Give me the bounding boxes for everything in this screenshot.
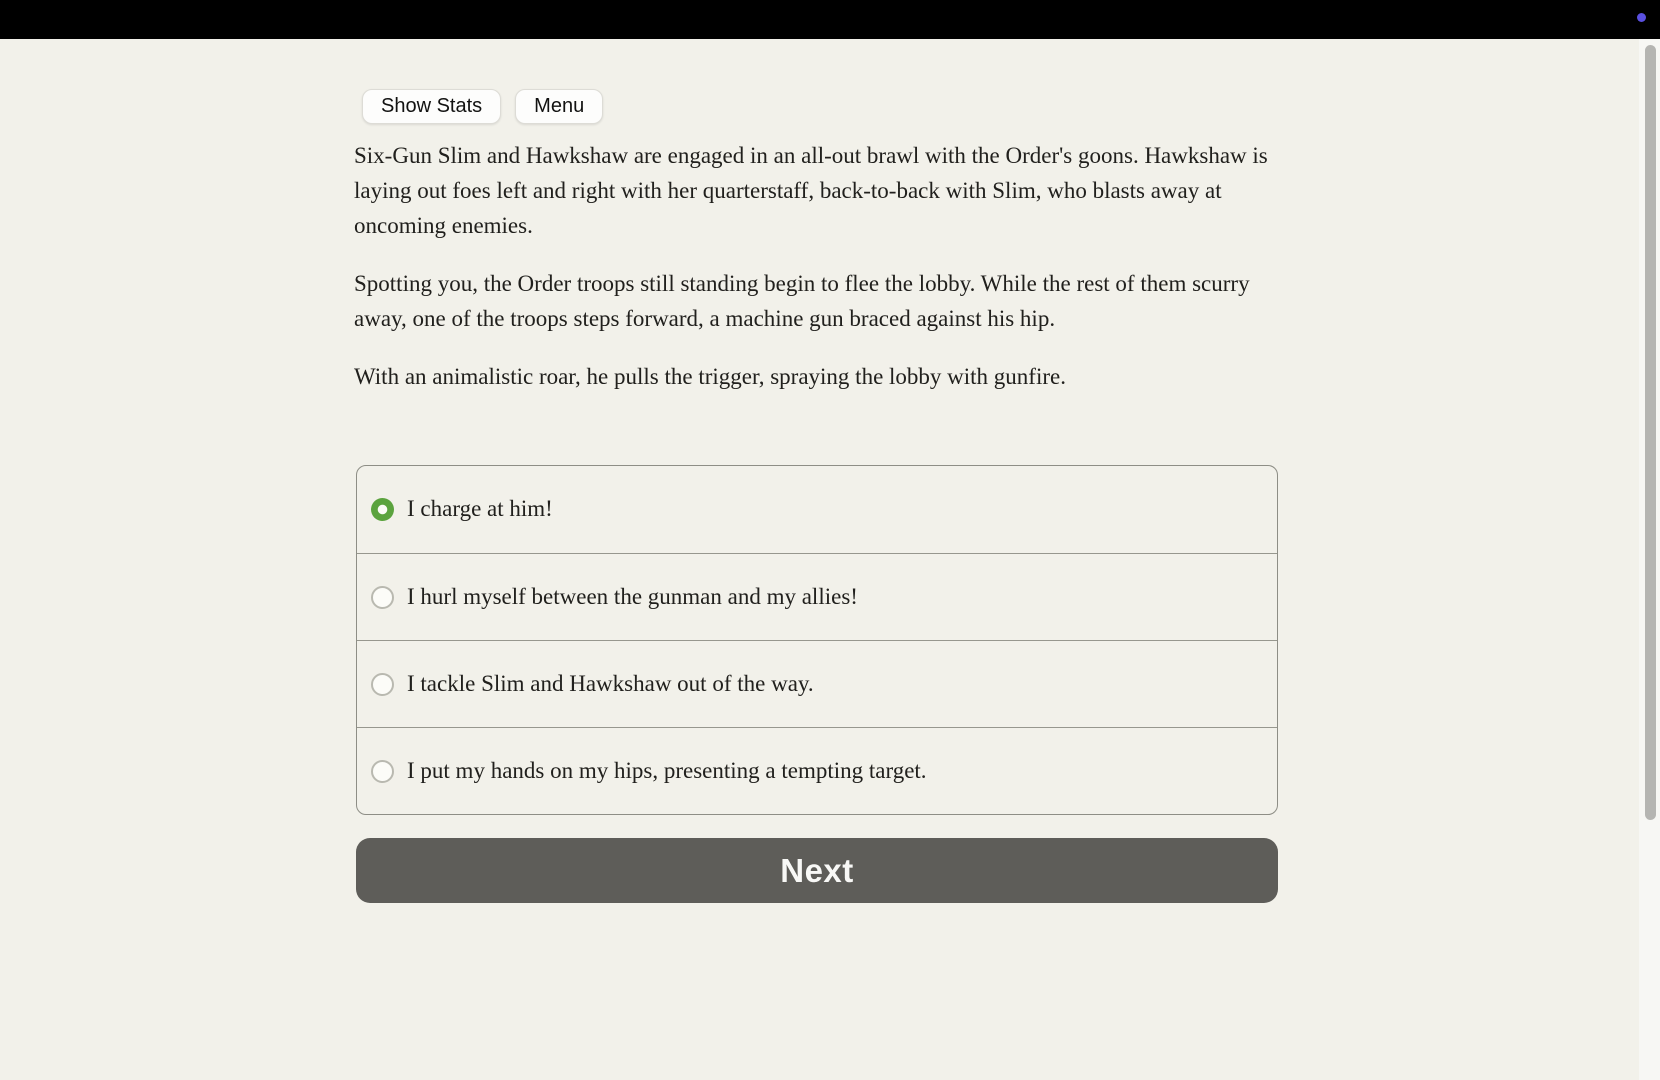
choice-group xyxy=(356,465,1278,815)
next-button-label: Next xyxy=(780,851,854,889)
radio-button-icon[interactable] xyxy=(371,498,394,521)
choice-option[interactable] xyxy=(357,466,1277,553)
story-paragraph: With an animalistic roar, he pulls the trigger, spraying the lobby with gunfire. xyxy=(354,364,1066,389)
choice-option-label: I charge at him! xyxy=(407,496,553,522)
scrollbar-thumb[interactable] xyxy=(1645,45,1656,820)
next-button[interactable] xyxy=(356,838,1278,903)
show-stats-label: Show Stats xyxy=(381,95,483,117)
radio-button-icon[interactable] xyxy=(371,760,394,783)
choice-option[interactable] xyxy=(357,553,1277,640)
choice-option-label: I put my hands on my hips, presenting a tempting target. xyxy=(407,757,927,783)
story-text xyxy=(354,138,1278,417)
story-paragraph: Spotting you, the Order troops still standing begin to flee the lobby. While the rest of them scurry away, one of the troops steps forward, a machine gun braced against his hip. xyxy=(354,271,1250,331)
menu-button[interactable] xyxy=(515,89,603,124)
menu-label: Menu xyxy=(534,95,585,117)
game-content-column xyxy=(354,0,1278,1080)
toolbar xyxy=(362,89,603,124)
choice-option-label: I hurl myself between the gunman and my allies! xyxy=(407,583,858,609)
notification-dot-icon xyxy=(1637,13,1646,22)
radio-button-icon[interactable] xyxy=(371,673,394,696)
show-stats-button[interactable] xyxy=(362,89,501,124)
radio-button-icon[interactable] xyxy=(371,586,394,609)
choice-option[interactable] xyxy=(357,640,1277,727)
choice-option-label: I tackle Slim and Hawkshaw out of the way. xyxy=(407,670,814,696)
story-paragraph: Six-Gun Slim and Hawkshaw are engaged in an all-out brawl with the Order's goons. Hawkshaw is laying out foes left and right with her quarterstaff, back-to-back with Slim, who blasts away at oncoming enemies. xyxy=(354,143,1268,238)
choice-option[interactable] xyxy=(357,727,1277,814)
